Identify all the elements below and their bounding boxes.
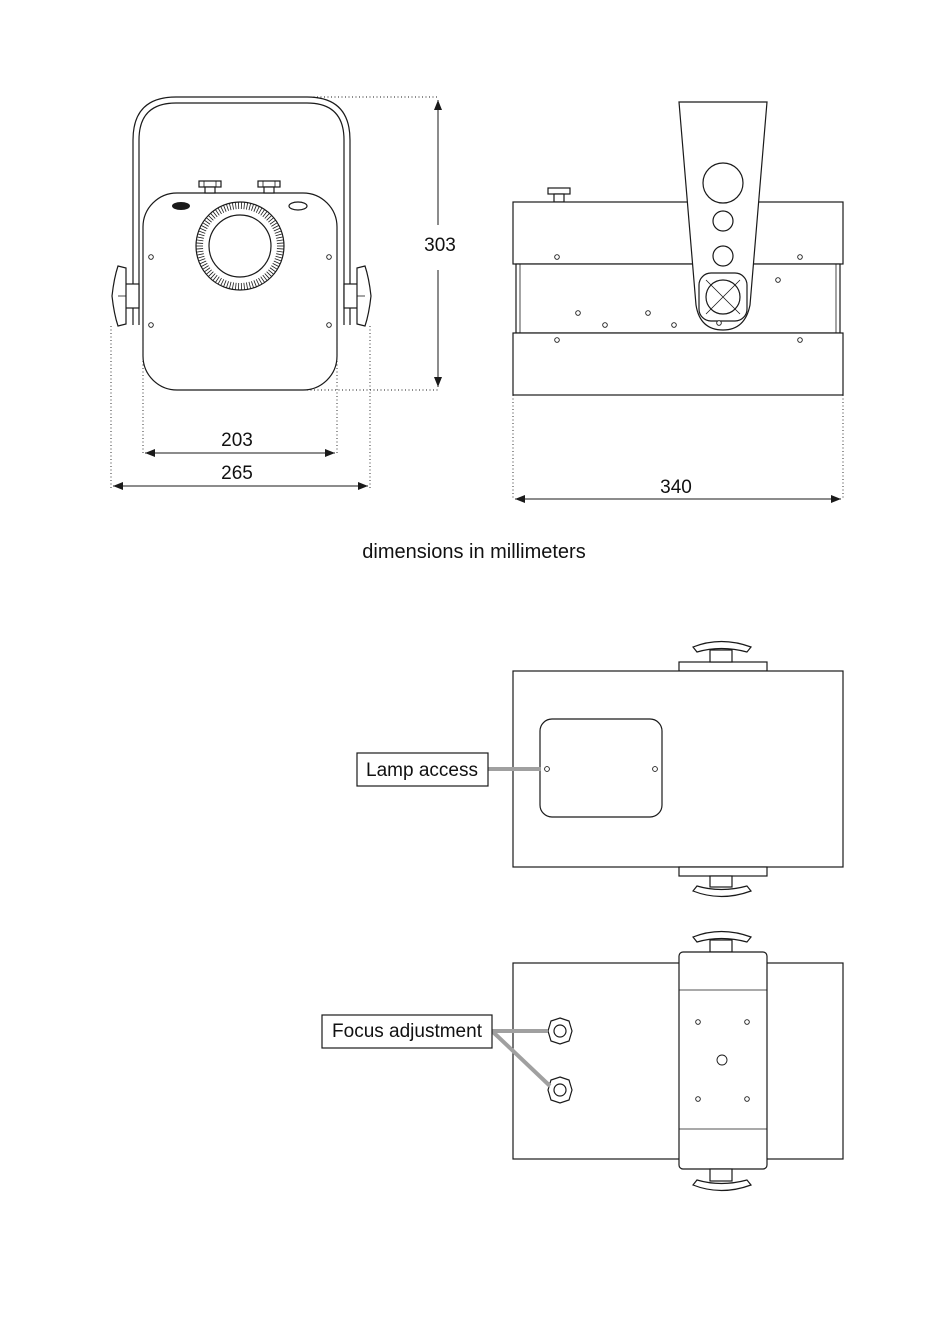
- dim-outer-width-label: 265: [221, 463, 253, 484]
- pivot-knob: [699, 273, 747, 325]
- side-view: [513, 102, 843, 500]
- dim-height-label: 303: [424, 235, 456, 256]
- lamp-access-label: Lamp access: [366, 760, 478, 781]
- top-knob-right: [258, 181, 280, 193]
- focus-knob-1: [548, 1018, 572, 1044]
- dim-inner-width-label: 203: [221, 430, 253, 451]
- side-handle-left: [112, 266, 139, 326]
- dimensions-caption: dimensions in millimeters: [362, 541, 586, 563]
- front-view: [111, 97, 456, 488]
- focus-adjustment-label: Focus adjustment: [332, 1021, 482, 1042]
- top-knob-left: [199, 181, 221, 193]
- focus-knob-2: [548, 1077, 572, 1103]
- side-handle-right: [344, 266, 371, 326]
- dim-depth-label: 340: [660, 477, 692, 498]
- bottom-view: [322, 932, 843, 1191]
- top-view: [357, 642, 843, 897]
